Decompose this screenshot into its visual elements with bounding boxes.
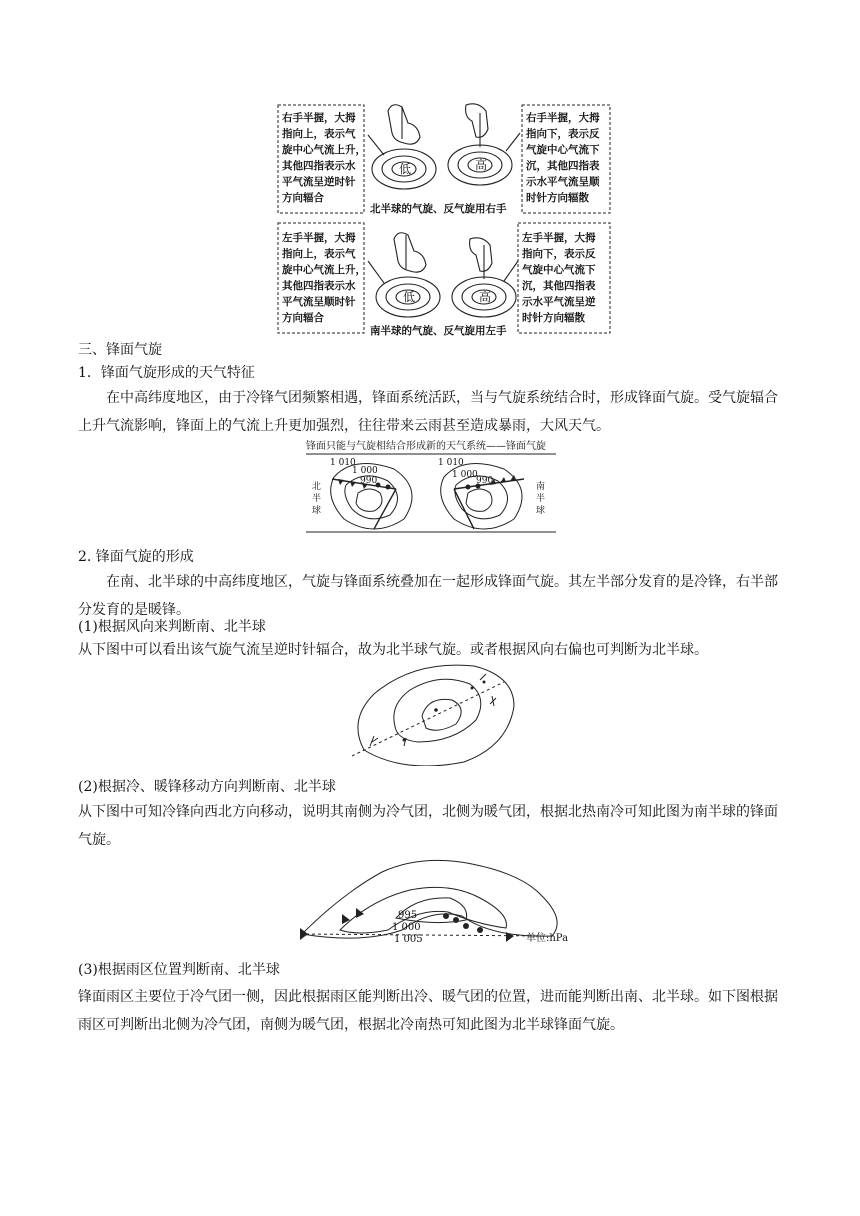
sh-low-diagram <box>368 233 440 317</box>
figure-text: 其他四指表示水 <box>282 280 356 292</box>
figure-text: 沉，其他四指表 <box>522 280 596 292</box>
figure-text: 指向上，表示气 <box>282 128 356 140</box>
sh-isobar-990: 990 <box>476 476 494 486</box>
sh-right-box-text <box>521 231 596 324</box>
figure-text: 沉，其他四指表 <box>526 160 600 172</box>
figure-text: 指向下，表示反 <box>526 128 600 140</box>
sh-label-3: 球 <box>536 506 546 516</box>
figure-text: 右手半握，大拇 <box>282 112 356 124</box>
sh-high-label: 高 <box>479 290 492 304</box>
item-2-text: 从下图中可知冷锋向西北方向移动，说明其南侧为冷气团，北侧为暖气团，根据北热南冷可知此图为南半球的锋面气旋。 <box>78 804 778 848</box>
sh-frontal-cyclone-figure <box>296 854 590 948</box>
figure-text: 示水平气流呈逆 <box>522 296 596 308</box>
subheading-2: 2. 锋面气旋的形成 <box>78 549 194 565</box>
item-1-title: (1)根据风向来判断南、北半球 <box>78 619 266 635</box>
nh-isobar-1000: 1 000 <box>352 466 378 476</box>
low-label: 低 <box>399 162 412 176</box>
wind-barbs <box>370 674 496 746</box>
hand-rule-figure <box>276 99 614 339</box>
section-heading: 三、锋面气旋 <box>78 342 162 358</box>
figure-text: 左手半握，大拇 <box>282 232 356 244</box>
subheading-1: 1．锋面气旋形成的天气特征 <box>78 365 255 381</box>
sh-label-1: 南 <box>536 482 546 492</box>
sh-isobar-1000: 1 000 <box>392 922 421 933</box>
nh-right-box-text <box>525 111 600 204</box>
figure-text: 气旋中心气流下 <box>522 264 596 276</box>
item-1-text: 从下图中可以看出该气旋气流呈逆时针辐合，故为北半球气旋。或者根据风向右偏也可判断为北半球。 <box>78 642 708 658</box>
figure-text: 时针方向辐散 <box>522 312 585 324</box>
figure-text: 平气流呈逆时针 <box>282 176 356 188</box>
frontal-figure-title: 锋面只能与气旋相结合形成新的天气系统——锋面气旋 <box>306 441 546 452</box>
nh-label-2: 半 <box>312 494 322 504</box>
sh-left-box-text <box>282 231 366 324</box>
sh-label-2: 半 <box>536 494 546 504</box>
nh-isobar-990: 990 <box>360 476 378 486</box>
figure-text: 指向下，表示反 <box>522 248 596 260</box>
figure-text: 示水平气流呈顺 <box>526 176 600 188</box>
figure-text: 平气流呈顺时针 <box>282 296 356 308</box>
nh-caption: 北半球的气旋、反气旋用右手 <box>370 203 507 215</box>
sh-high-diagram <box>452 238 518 317</box>
nh-left-box-text <box>282 111 366 204</box>
item-3-title: (3)根据雨区位置判断南、北半球 <box>78 962 280 978</box>
figure-text: 方向辐合 <box>282 312 324 324</box>
unit-label: 单位:hPa <box>526 933 569 944</box>
figure-text: 时针方向辐散 <box>526 192 589 204</box>
high-label: 高 <box>475 158 488 172</box>
nh-wind-cyclone-figure <box>344 660 522 766</box>
figure-text: 旋中心气流上升， <box>282 144 366 156</box>
figure-text: 气旋中心气流下 <box>526 144 600 156</box>
paragraph-2: 在南、北半球的中高纬度地区，气旋与锋面系统叠加在一起形成锋面气旋。其左半部分发育的是冷锋，右半部分发育的是暖锋。 <box>78 574 778 618</box>
sh-isobar-1010: 1 010 <box>438 458 464 468</box>
sh-isobar-1005: 1 005 <box>394 934 423 945</box>
item-2-title: (2)根据冷、暖锋移动方向判断南、北半球 <box>78 779 336 795</box>
figure-text: 其他四指表示水 <box>282 160 356 172</box>
nh-low-diagram <box>368 105 436 189</box>
sh-isobar-995: 995 <box>398 910 418 921</box>
nh-label-3: 球 <box>312 506 322 516</box>
frontal-cyclone-figure <box>304 437 558 535</box>
sh-isobar-1000: 1 000 <box>452 470 478 480</box>
figure-text: 指向上，表示气 <box>282 248 356 260</box>
figure-text: 左手半握，大拇 <box>522 232 596 244</box>
sh-caption: 南半球的气旋、反气旋用左手 <box>370 325 507 337</box>
nh-high-diagram <box>448 104 520 185</box>
figure-text: 旋中心气流上升， <box>282 264 366 276</box>
item-3-text: 锋面雨区主要位于冷气团一侧，因此根据雨区能判断出冷、暖气团的位置，进而能判断出南、北半球。如下图根据雨区可判断出北侧为冷气团，南侧为暖气团，根据北冷南热可知此图为北半球锋面气旋。 <box>78 989 778 1033</box>
nh-label-1: 北 <box>312 482 322 492</box>
paragraph-1: 在中高纬度地区，由于冷锋气团频繁相遇，锋面系统活跃，当与气旋系统结合时，形成锋面气旋。受气旋辐合上升气流影响，锋面上的气流上升更加强烈，往往带来云雨甚至造成暴雨，大风天气。 <box>78 390 778 434</box>
figure-text: 右手半握，大拇 <box>526 112 600 124</box>
figure-text: 方向辐合 <box>282 192 324 204</box>
nh-isobar-1010: 1 010 <box>330 458 356 468</box>
sh-low-label: 低 <box>403 290 416 304</box>
